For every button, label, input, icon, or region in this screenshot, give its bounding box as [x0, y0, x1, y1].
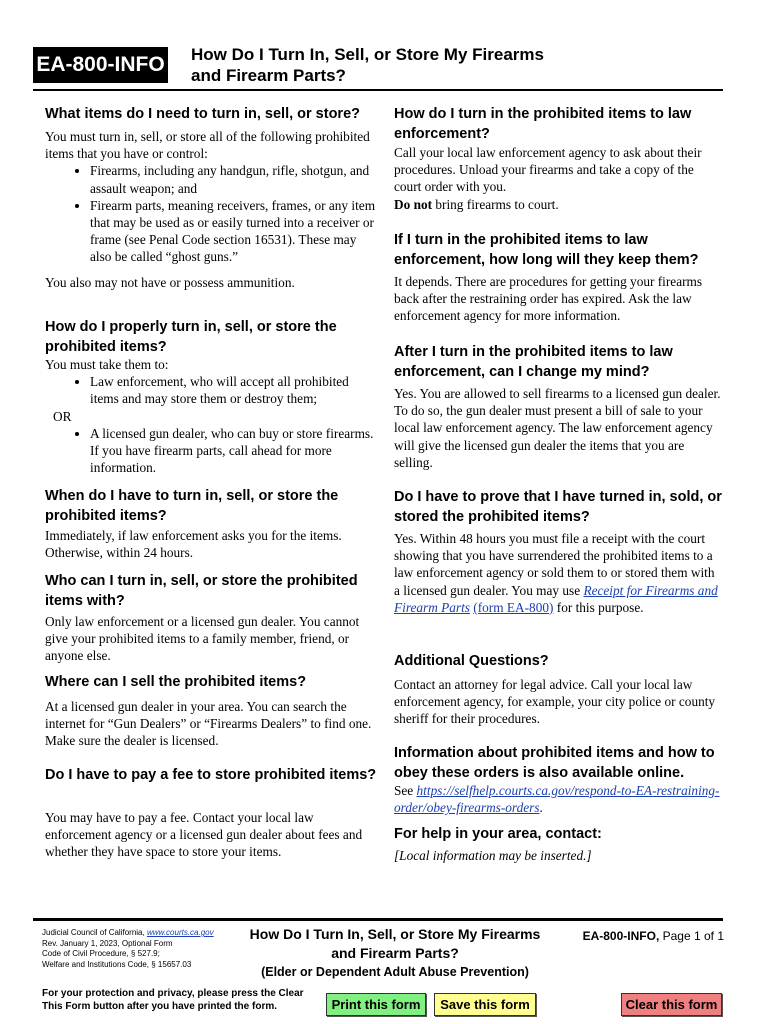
title-line: How Do I Turn In, Sell, or Store My Firearms [191, 45, 544, 64]
receipt-form-link[interactable]: Receipt for Firearms and Firearm Parts [394, 582, 718, 615]
page-count: Page 1 of 1 [659, 929, 724, 943]
body-text: Call your local law enforcement agency to ask about their procedures. Unload your firearms and take a copy of the court order with you. [394, 145, 702, 195]
section-heading: For help in your area, contact: [394, 826, 602, 842]
section-body: Only law enforcement or a licensed gun dealer. You cannot give your prohibited items to a family member, friend, or anyone else. [45, 614, 360, 664]
body-text: You also may not have or possess ammunition. [45, 274, 295, 290]
section-body: Contact an attorney for legal advice. Call your local law enforcement agency, for example, your city police or county sheriff for their procedures. [394, 677, 716, 727]
section-heading: Do I have to pay a fee to store prohibited items? [45, 767, 377, 783]
list-item: • Law enforcement, who will accept all prohibited items and may store them or destroy them; [90, 373, 380, 407]
form-ea800-link[interactable]: (form EA-800) [473, 599, 554, 615]
revision-text: Rev. January 1, 2023, Optional Form [42, 938, 173, 948]
section-heading: If I turn in the prohibited items to law enforcement, how long will they keep them? [394, 232, 699, 268]
section-heading: Information about prohibited items and how to obey these orders is also available online. [394, 745, 715, 781]
header-divider [33, 89, 723, 91]
footer-title [220, 925, 570, 981]
section-body [45, 128, 380, 291]
courts-link[interactable]: www.courts.ca.gov [146, 928, 214, 937]
title-line: and Firearm Parts? [191, 66, 346, 85]
section-heading: Who can I turn in, sell, or store the prohibited items with? [45, 573, 358, 609]
title-line: and Firearm Parts? [331, 945, 459, 961]
section-body [394, 782, 722, 816]
bullet-list [45, 373, 380, 407]
council-text: Judicial Council of California, [42, 928, 147, 937]
selfhelp-link[interactable]: https://selfhelp.courts.ca.gov/respond-to-EA-restraining-order/obey-firearms-orders [394, 783, 720, 816]
section-body: Yes. You are allowed to sell firearms to a licensed gun dealer. To do so, the gun dealer must present a bill of sale to your local law enforcement agency. The law enforcement agency will give the licensed gun dealer the items that you are selling. [394, 386, 721, 470]
emphasis: Do not [394, 196, 433, 212]
body-text: . [539, 800, 543, 816]
code-citation: Code of Civil Procedure, § 527.9; [42, 949, 160, 958]
bullet-list [45, 425, 380, 477]
clear-form-button[interactable]: Clear this form [621, 993, 722, 1016]
body-text: for this purpose. [553, 599, 644, 615]
section-body [45, 356, 380, 476]
body-text: You must take them to: [45, 357, 169, 372]
footer-subtitle: (Elder or Dependent Adult Abuse Prevention) [261, 965, 529, 979]
footer-citation [42, 928, 242, 970]
section-heading: Additional Questions? [394, 653, 549, 669]
body-text: See [394, 783, 417, 798]
page-title [191, 44, 544, 86]
section-body: Immediately, if law enforcement asks you for the items. Otherwise, within 24 hours. [45, 528, 342, 561]
save-form-button[interactable]: Save this form [434, 993, 536, 1016]
section-heading: After I turn in the prohibited items to law enforcement, can I change my mind? [394, 344, 673, 380]
footer-form-id: EA-800-INFO, [582, 929, 660, 943]
page-number [583, 929, 724, 943]
section-heading: How do I turn in the prohibited items to law enforcement? [394, 106, 692, 142]
section-heading: When do I have to turn in, sell, or store the prohibited items? [45, 488, 339, 524]
form-id-badge: EA-800-INFO [33, 47, 168, 83]
body-text: bring firearms to court. [432, 196, 559, 212]
body-text: You must turn in, sell, or store all of the following prohibited items that you have or control: [45, 129, 370, 162]
local-info-placeholder: [Local information may be inserted.] [394, 848, 592, 863]
section-heading: Where can I sell the prohibited items? [45, 674, 307, 690]
list-item: • A licensed gun dealer, who can buy or store firearms. If you have firearm parts, call ahead for more information. [90, 425, 380, 477]
section-body [394, 144, 722, 213]
footer-divider [33, 918, 723, 921]
title-line: How Do I Turn In, Sell, or Store My Firearms [249, 926, 541, 942]
section-body: It depends. There are procedures for getting your firearms back after the restraining order has expired. Ask the law enforcement agency for more information. [394, 274, 703, 324]
body-text: Yes. Within 48 hours you must file a receipt with the court showing that you have surrendered the prohibited items to a law enforcement agency or sold them to or stored them with a licensed gun dealer. You may use [394, 531, 715, 598]
code-citation: Welfare and Institutions Code, § 15657.03 [42, 959, 192, 969]
list-item: • Firearms, including any handgun, rifle, shotgun, and assault weapon; and [90, 162, 380, 196]
print-form-button[interactable]: Print this form [326, 993, 426, 1016]
section-body: You may have to pay a fee. Contact your local law enforcement agency or a licensed gun dealer about fees and whether they have space to store your items. [45, 810, 363, 860]
list-item: • Firearm parts, meaning receivers, frames, or any item that may be used as or easily turned into a receiver or frame (see Penal Code section 16531). These may also be called “ghost guns.” [90, 197, 380, 266]
privacy-notice: For your protection and privacy, please press the Clear This Form button after you have printed the form. [42, 988, 304, 1012]
or-label: OR [53, 408, 72, 424]
section-heading: What items do I need to turn in, sell, or store? [45, 106, 360, 122]
section-body [394, 530, 722, 616]
section-heading: How do I properly turn in, sell, or store the prohibited items? [45, 319, 337, 355]
section-body: At a licensed gun dealer in your area. You can search the internet for “Gun Dealers” or “Firearms Dealers” to find one. Make sure the dealer is licensed. [45, 699, 372, 749]
section-heading: Do I have to prove that I have turned in, sold, or stored the prohibited items? [394, 489, 722, 525]
bullet-list [45, 162, 380, 265]
